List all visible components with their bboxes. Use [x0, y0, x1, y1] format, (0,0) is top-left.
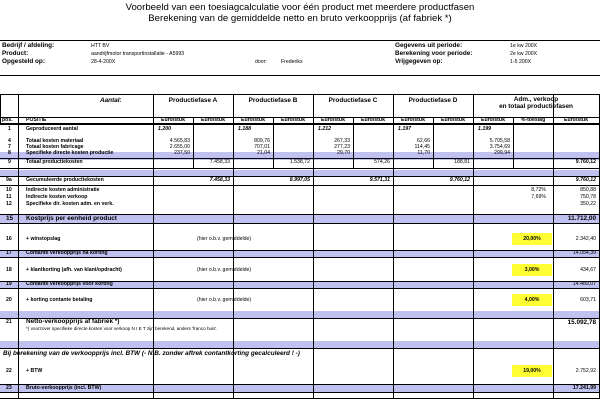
- row-9-tot: 9.760,12: [575, 159, 596, 165]
- row-15-tot: 11.712,00: [567, 215, 596, 222]
- row-15-label: Kostprijs per eenheid product: [26, 215, 117, 222]
- euro-tot: Euro/stuk: [564, 117, 588, 123]
- row-7-a: 2.655,00: [169, 144, 190, 150]
- pos-header: pos.: [2, 117, 13, 123]
- door-value: Frederiks: [281, 59, 303, 65]
- row-20-pct: 4,00%: [524, 297, 540, 303]
- row-9-d: 188,81: [454, 159, 470, 165]
- euro-c2: Euro/stuk: [361, 117, 385, 123]
- berekening-label: Berekening voor periode:: [395, 50, 473, 57]
- row-21-footnote: *) voorzover specifieke directe kosten voor verkoop N I E T zijn berekend, anders 'franco huis'.: [26, 326, 218, 331]
- row-19-label: Contante verkoopprijs vóór korting: [26, 281, 113, 287]
- row-1-adm: 1.199: [478, 126, 491, 132]
- row-20-tot: 603,71: [580, 297, 596, 303]
- row-4-pos: 4: [8, 138, 11, 144]
- row-8-pos: 8: [8, 150, 11, 156]
- bedrijf-label: Bedrijf / afdeling:: [2, 42, 55, 49]
- row-10-tot: 850,88: [580, 187, 596, 193]
- row-23-tot: 17.241,99: [572, 385, 596, 391]
- row-22-tot: 2.752,92: [575, 368, 596, 374]
- euro-a2: Euro/stuk: [201, 117, 225, 123]
- aantal-label: Aantal:: [100, 97, 122, 104]
- row-18-tot: 434,67: [580, 267, 596, 273]
- vrijgegeven-value: 1-5 200X: [510, 59, 532, 65]
- row-22-pos: 22: [6, 368, 12, 374]
- vrijgegeven-label: Vrijgegeven op:: [395, 58, 443, 65]
- row-22-label: + BTW: [26, 368, 43, 374]
- row-18-pct: 3,00%: [524, 267, 540, 273]
- row-7-tot: 3.754,69: [489, 144, 510, 150]
- bedrijf-value: HTT BV: [91, 43, 110, 49]
- adm-header-2: en totaal productiefasen: [499, 103, 573, 110]
- row-9a-d: 9.760,12: [449, 177, 470, 183]
- row-4-d: 62,66: [417, 138, 430, 144]
- row-10-label: Indirecte kosten administratie: [26, 187, 100, 193]
- euro-a1: Euro/stuk: [161, 117, 185, 123]
- row-23-pos: 23: [6, 385, 12, 391]
- row-16-tot: 2.342,40: [575, 236, 596, 242]
- row-23-label: Bruto-verkoopprijs (incl. BTW): [26, 385, 102, 391]
- row-9-b: 1.538,72: [289, 159, 310, 165]
- row-8-d: 11,70: [417, 150, 430, 156]
- row-4-label: Totaal kosten materiaal: [26, 138, 84, 144]
- row-1-pos: 1: [8, 126, 11, 132]
- row-15-pos: 15: [6, 215, 14, 222]
- row-7-pos: 7: [8, 144, 11, 150]
- euro-adm: Euro/stuk: [481, 117, 505, 123]
- row-9a-b: 8.997,05: [289, 177, 310, 183]
- row-19-tot: 14.489,07: [572, 281, 596, 287]
- perc-toeslag-header: %-toeslag: [520, 117, 546, 123]
- row-9a-tot: 9.760,12: [575, 177, 596, 183]
- row-16-pos: 16: [6, 236, 12, 242]
- row-4-a: 4.565,83: [169, 138, 190, 144]
- berekening-value: 2e kw 200X: [510, 51, 538, 57]
- row-9a-label: Gecumuleerde productiekosten: [26, 177, 104, 183]
- title-line-1: Voorbeeld van een toesiagcalculatie voor één product met meerdere productfasen: [125, 2, 475, 13]
- row-20-note: (hier o.b.v. gemiddelde): [197, 297, 252, 303]
- row-11-pos: 11: [6, 194, 12, 200]
- row-9a-pos: 9a: [6, 177, 12, 183]
- periode-label: Gegevens uit periode:: [395, 42, 463, 49]
- row-7-label: Totaal kosten fabricage: [26, 144, 84, 150]
- opgesteld-value: 28-4-200X: [91, 59, 116, 65]
- euro-b2: Euro/stuk: [281, 117, 305, 123]
- euro-d2: Euro/stuk: [441, 117, 465, 123]
- row-4-c: 267,33: [334, 138, 350, 144]
- row-1-c: 1.212: [318, 126, 331, 132]
- row-8-b: 21,04: [257, 150, 270, 156]
- product-value: aandrijfmotor transportinstallatie - A5993: [91, 51, 185, 57]
- row-18-label: + klantkorting (afh. van klant/opdracht): [26, 267, 122, 273]
- row-9a-c: 9.571,31: [369, 177, 390, 183]
- row-7-c: 277,23: [334, 144, 350, 150]
- row-7-d: 114,45: [414, 144, 430, 150]
- row-18-note: (hier o.b.v. gemiddelde): [197, 267, 252, 273]
- row-9-c: 574,26: [374, 159, 390, 165]
- row-12-tot: 350,22: [580, 201, 596, 207]
- row-22-pct: 19,00%: [523, 368, 541, 374]
- row-17-tot: 14.054,39: [572, 250, 596, 256]
- fase-b-header: Productiefase B: [248, 97, 298, 104]
- door-label: door:: [255, 59, 267, 65]
- row-10-pct: 8,72%: [531, 187, 546, 193]
- euro-d1: Euro/stuk: [401, 117, 425, 123]
- btw-note: Bij berekening van de verkoopprijs incl. BTW (- N.B. zonder aftrek contantkorting gecalculeerd ! -): [3, 350, 300, 357]
- row-12-pos: 12: [6, 201, 12, 207]
- row-1-label: Geproduceerd aantal: [26, 126, 78, 132]
- row-20-pos: 20: [6, 297, 12, 303]
- row-11-label: Indirecte kosten verkoop: [26, 194, 88, 200]
- row-21-pos: 21: [6, 319, 12, 325]
- row-9-pos: 9: [8, 159, 11, 165]
- row-17-pos: 17: [6, 250, 12, 256]
- row-19-pos: 19: [6, 281, 12, 287]
- row-9-label: Totaal productiekosten: [26, 159, 83, 165]
- fase-d-header: Productiefase D: [408, 97, 458, 104]
- row-20-label: + korting contante betaling: [26, 297, 93, 303]
- row-10-pos: 10: [6, 187, 12, 193]
- row-16-note: (hier o.b.v. gemiddelde): [197, 236, 252, 242]
- row-8-c: 29,70: [337, 150, 350, 156]
- row-8-a: 237,50: [174, 150, 190, 156]
- row-21-tot: 15.092,78: [567, 319, 596, 326]
- product-label: Product:: [2, 50, 29, 57]
- row-1-b: 1.188: [238, 126, 251, 132]
- positie-header: POSITIE: [26, 117, 47, 123]
- row-18-pos: 18: [6, 267, 12, 273]
- euro-c1: Euro/stuk: [321, 117, 345, 123]
- fase-a-header: Productiefase A: [168, 97, 218, 104]
- row-9-a: 7.458,33: [209, 159, 230, 165]
- row-17-label: Contante verkoopprijs ná korting: [26, 250, 108, 256]
- row-1-d: 1.197: [398, 126, 411, 132]
- fase-c-header: Productiefase C: [328, 97, 378, 104]
- row-11-tot: 750,78: [580, 194, 596, 200]
- row-16-label: + winstopslag: [26, 236, 61, 242]
- row-4-b: 809,76: [254, 138, 270, 144]
- euro-b1: Euro/stuk: [241, 117, 265, 123]
- row-1-a: 1.200: [158, 126, 171, 132]
- opgesteld-label: Opgesteld op:: [2, 58, 45, 65]
- row-4-tot: 5.705,58: [489, 138, 510, 144]
- row-9a-a: 7.458,33: [209, 177, 230, 183]
- periode-value: 1e kw 200X: [510, 43, 538, 49]
- adm-header-1: Adm., verkoop: [513, 96, 559, 103]
- row-8-tot: 299,94: [494, 150, 510, 156]
- row-8-label: Specifieke directe kosten productie: [26, 150, 114, 156]
- row-21-label: Netto-verkoopprijs af fabriek *): [26, 318, 120, 325]
- row-12-label: Specifieke dir. kosten adm. en verk.: [26, 201, 114, 207]
- row-7-b: 707,01: [254, 144, 270, 150]
- title-line-2: Berekening van de gemiddelde netto en bruto verkoopprijs (af fabriek *): [148, 13, 452, 24]
- row-11-pct: 7,69%: [531, 194, 546, 200]
- row-16-pct: 20,00%: [523, 236, 541, 242]
